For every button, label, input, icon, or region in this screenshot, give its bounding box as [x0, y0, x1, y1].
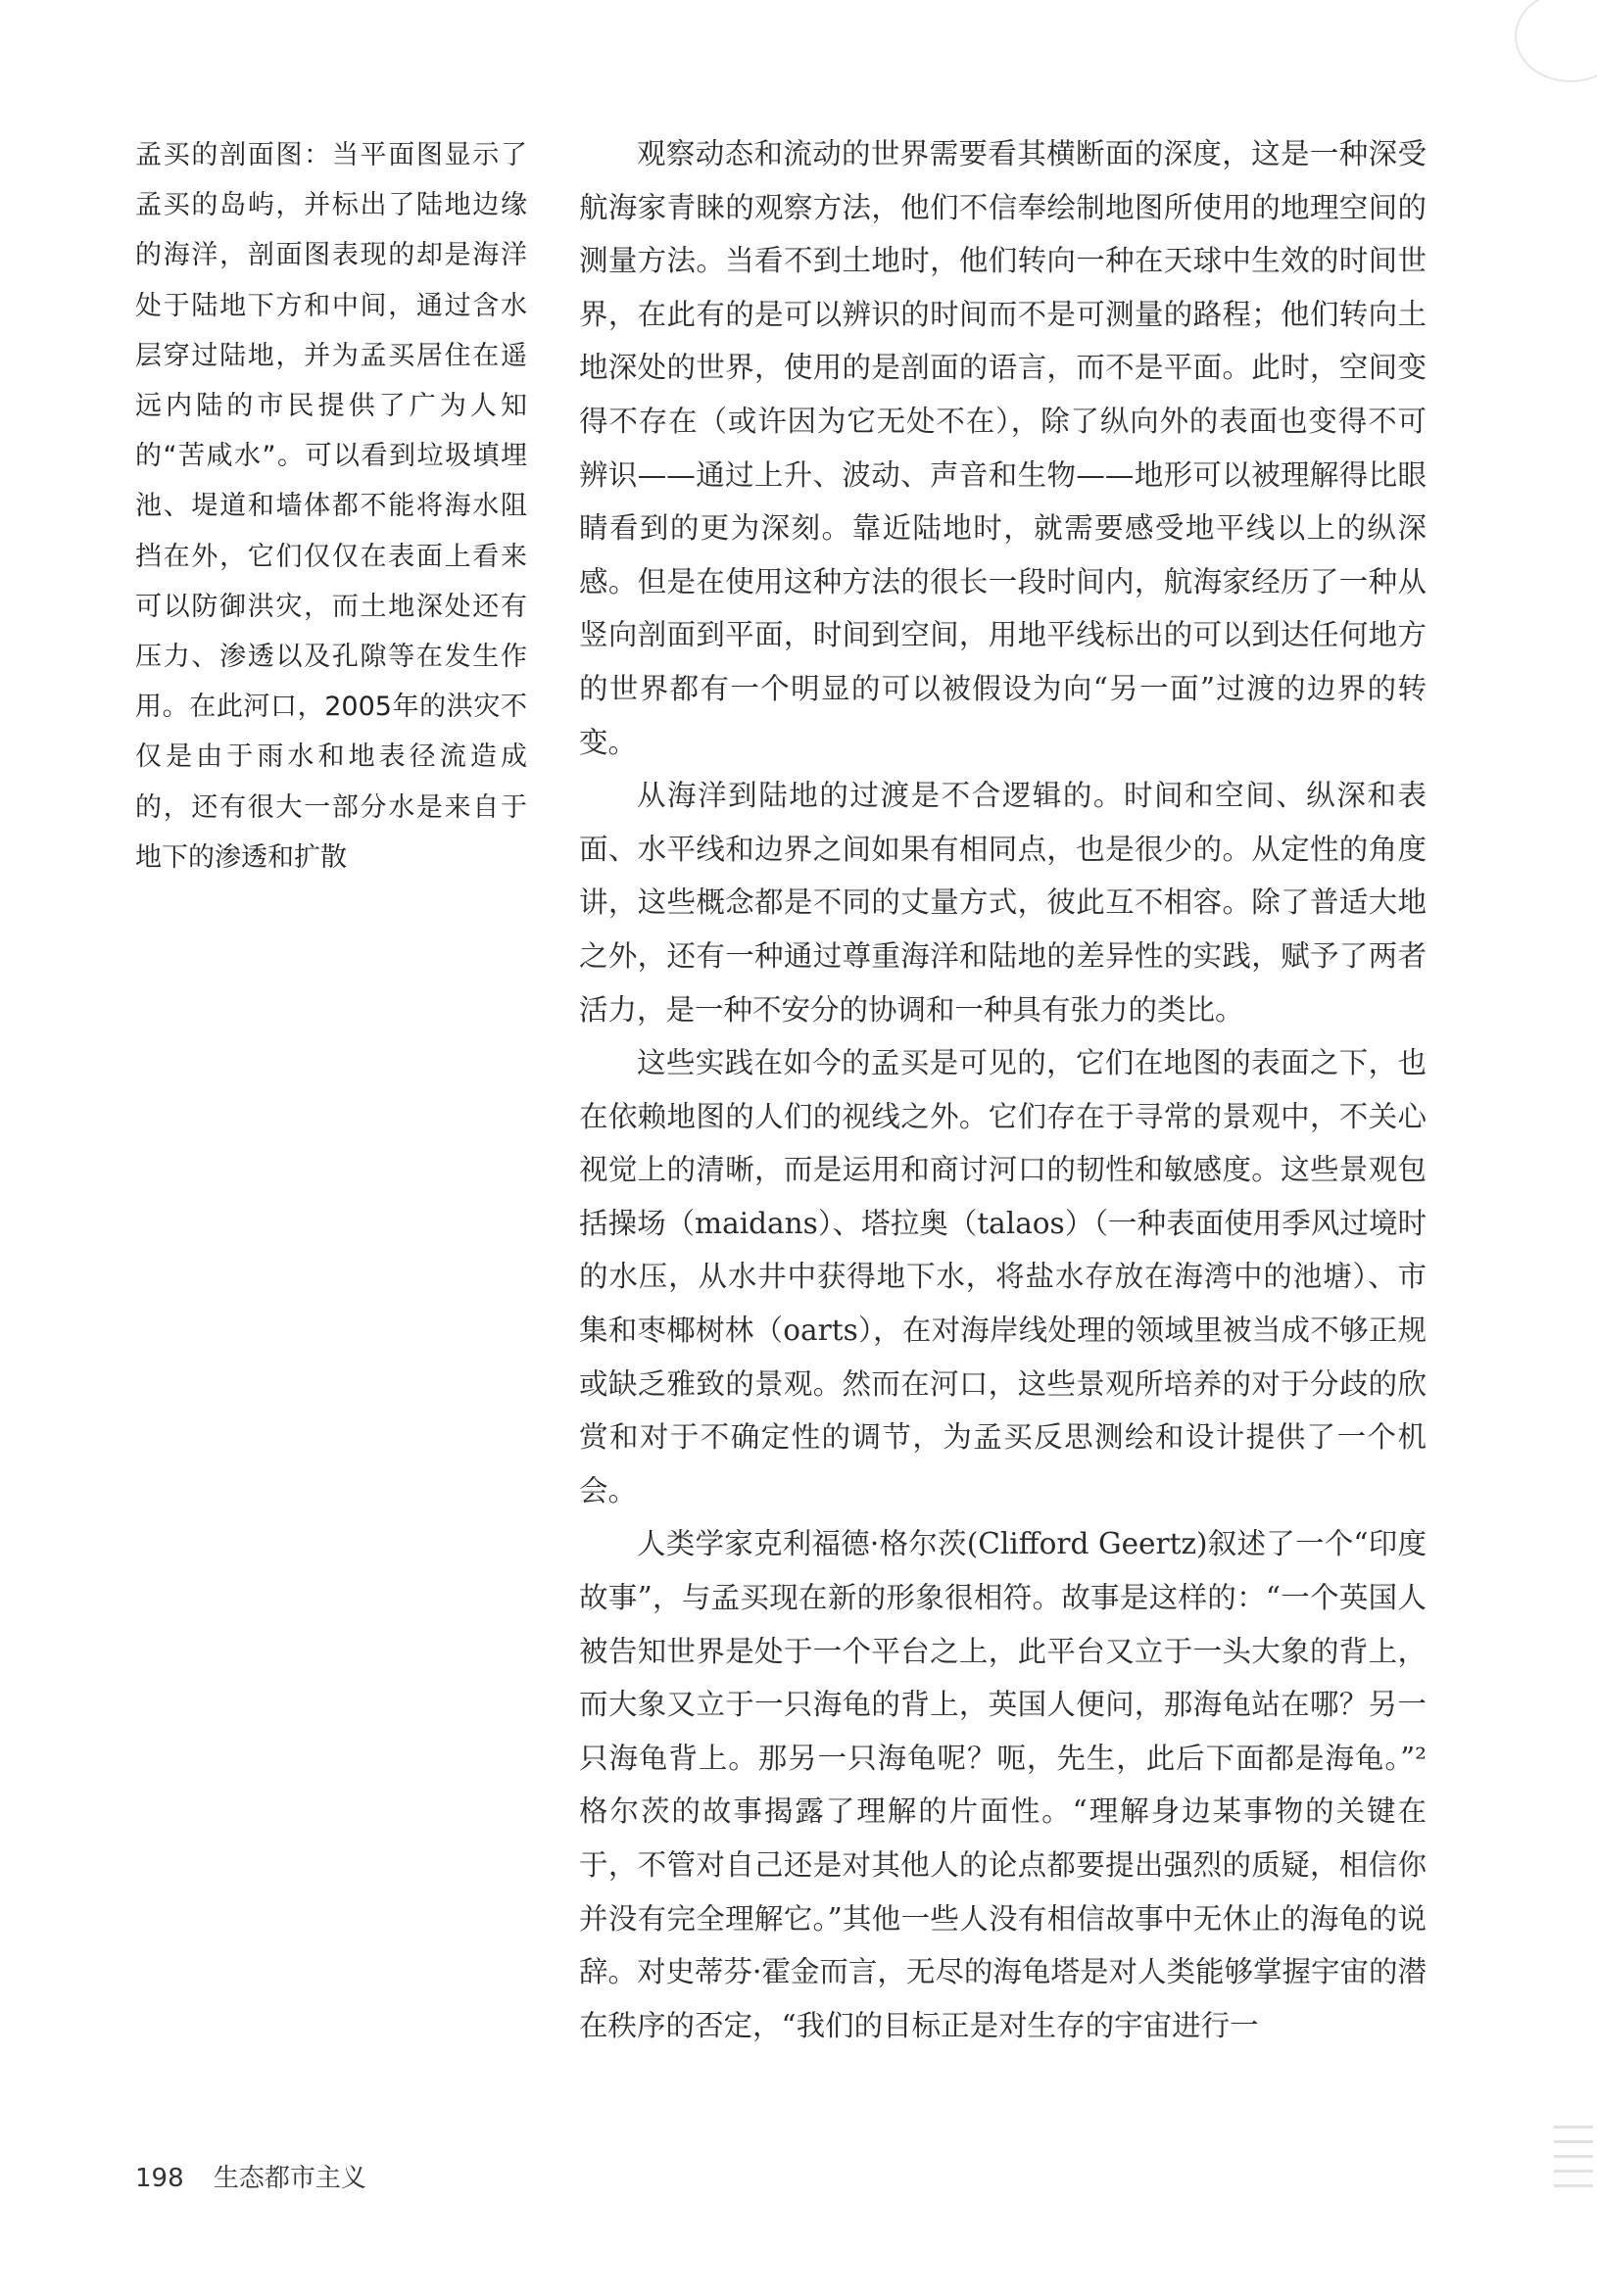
body-text	[579, 127, 1427, 2052]
scan-edge-marks	[1554, 2126, 1593, 2199]
paragraph: 这些实践在如今的孟买是可见的，它们在地图的表面之下，也在依赖地图的人们的视线之外。它们存在于寻常的景观中，不关心视觉上的清晰，而是运用和商讨河口的韧性和敏感度。这些景观包括操场（maidans）、塔拉奥（talaos）（一种表面使用季风过境时的水压，从水井中获得地下水，将盐水存放在海湾中的池塘）、市集和枣椰树林（oarts），在对海岸线处理的领域里被当成不够正规或缺乏雅致的景观。然而在河口，这些景观所培养的对于分歧的欣赏和对于不确定性的调节，为孟买反思测绘和设计提供了一个机会。	[579, 1046, 1427, 1507]
page-footer	[135, 2158, 366, 2194]
paragraph: 从海洋到陆地的过渡是不合逻辑的。时间和空间、纵深和表面、水平线和边界之间如果有相同点，也是很少的。从定性的角度讲，这些概念都是不同的丈量方式，彼此互不相容。除了普适大地之外，还有一种通过尊重海洋和陆地的差异性的实践，赋予了两者活力，是一种不安分的协调和一种具有张力的类比。	[579, 779, 1427, 1027]
running-title: 生态都市主义	[213, 2164, 366, 2193]
figure-caption: 孟买的剖面图：当平面图显示了孟买的岛屿，并标出了陆地边缘的海洋，剖面图表现的却是海洋处于陆地下方和中间，通过含水层穿过陆地，并为孟买居住在遥远内陆的市民提供了广为人知的“苦咸水”。可以看到垃圾填埋池、堤道和墙体都不能将海水阻挡在外，它们仅仅在表面上看来可以防御洪灾，而土地深处还有压力、渗透以及孔隙等在发生作用。在此河口，2005年的洪灾不仅是由于雨水和地表径流造成的，还有很大一部分水是来自于地下的渗透和扩散	[135, 140, 527, 873]
page-number: 198	[135, 2164, 184, 2193]
paragraph: 人类学家克利福德·格尔茨(Clifford Geertz)叙述了一个“印度故事”，与孟买现在新的形象很相符。故事是这样的：“一个英国人被告知世界是处于一个平台之上，此平台又立于一头大象的背上，而大象又立于一只海龟的背上，英国人便问，那海龟站在哪？另一只海龟背上。那另一只海龟呢？呃，先生，此后下面都是海龟。”²格尔茨的故事揭露了理解的片面性。“理解身边某事物的关键在于，不管对自己还是对其他人的论点都要提出强烈的质疑，相信你并没有完全理解它。”其他一些人没有相信故事中无休止的海龟的说辞。对史蒂芬·霍金而言，无尽的海龟塔是对人类能够掌握宇宙的潜在秩序的否定，“我们的目标正是对生存的宇宙进行一	[579, 1527, 1427, 2042]
scan-edge-artifact	[1515, 0, 1597, 82]
paragraph: 观察动态和流动的世界需要看其横断面的深度，这是一种深受航海家青睐的观察方法，他们不信奉绘制地图所使用的地理空间的测量方法。当看不到土地时，他们转向一种在天球中生效的时间世界，在此有的是可以辨识的时间而不是可测量的路程；他们转向土地深处的世界，使用的是剖面的语言，而不是平面。此时，空间变得不存在（或许因为它无处不在），除了纵向外的表面也变得不可辨识——通过上升、波动、声音和生物——地形可以被理解得比眼睛看到的更为深刻。靠近陆地时，就需要感受地平线以上的纵深感。但是在使用这种方法的很长一段时间内，航海家经历了一种从竖向剖面到平面，时间到空间，用地平线标出的可以到达任何地方的世界都有一个明显的可以被假设为向“另一面”过渡的边界的转变。	[579, 137, 1427, 759]
